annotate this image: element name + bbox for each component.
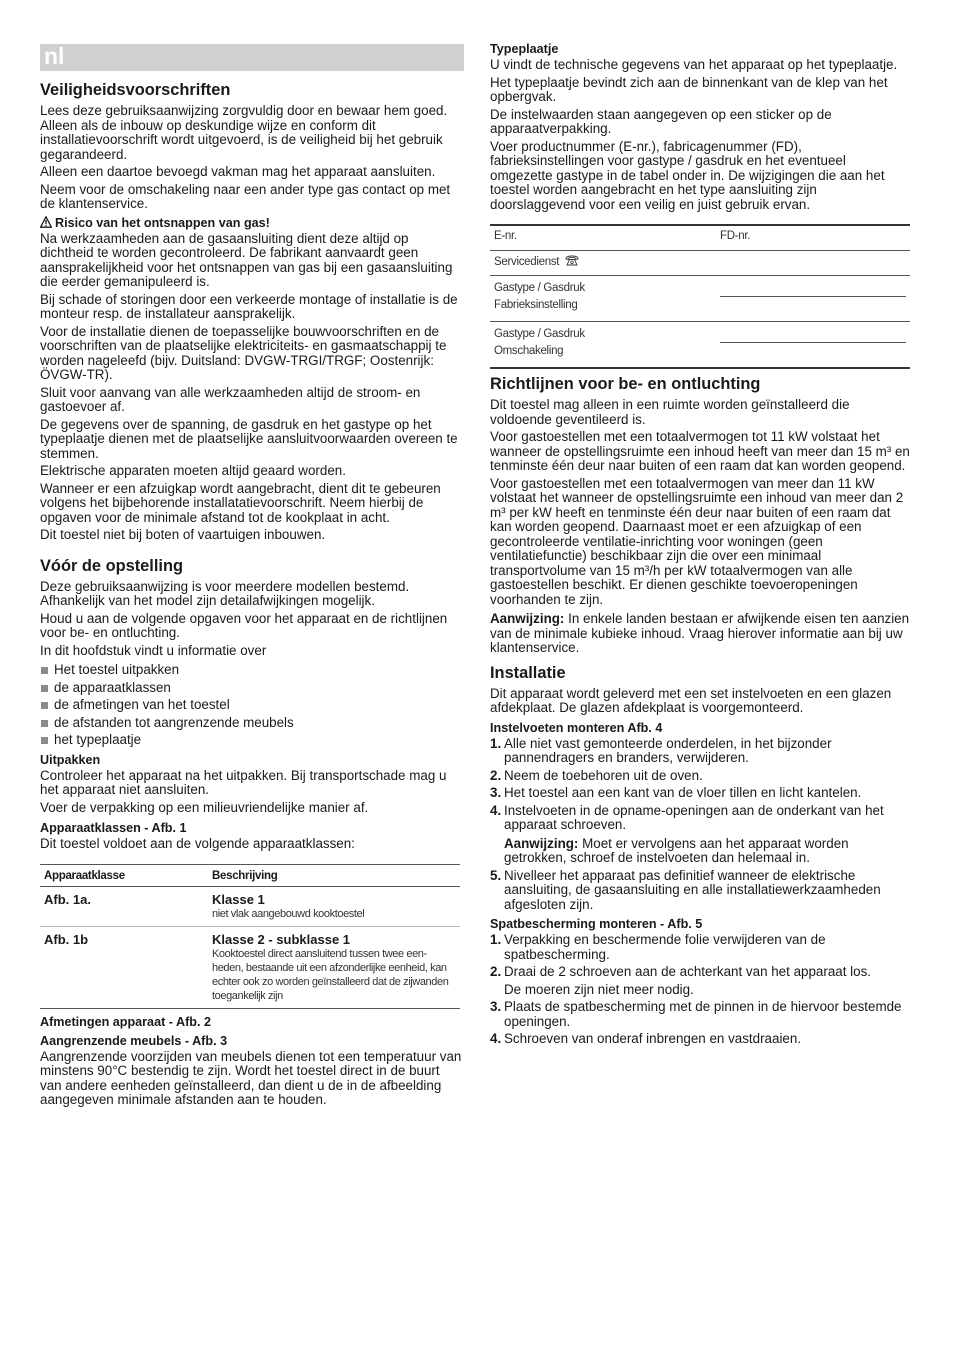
safety-title: Veiligheidsvoorschriften: [40, 81, 231, 99]
ventilation-para: Dit toestel mag alleen in een ruimte worden geïnstalleerd die voldoende geventileerd is.: [490, 397, 850, 427]
conversion-field: [720, 327, 906, 343]
right-column: [490, 42, 910, 1050]
ventilation-para: Voor gastoestellen met een totaalvermogen van meer dan 11 kW volstaat het wanneer de opstellingsruimte een inhoud van meer dan 2 m³ per kW heeft en tenminste één deur naar buiten of een raam dat kan worden geopend. Daarnaast moet er een afzuigkap of een gecontroleerde ventilatie-inrichting voor woningen (geen ventilatiefunctie) beschikbaar zijn die over een minimaal transportvolume van 15 m³/h per kW totaalvermogen van alle gastoestellen beschikt. Er dienen geschikte toevoeropeningen voorhanden te zijn.: [490, 475, 904, 607]
table-row: [40, 926, 460, 1008]
table-row: [490, 251, 910, 276]
before-para: Deze gebruiksaanwijzing is voor meerdere modellen bestemd. Afhankelijk van het model zijn detailafwijkingen mogelijk.: [40, 578, 410, 608]
splash-note: De moeren zijn niet meer nodig.: [504, 981, 694, 997]
enr-label: E-nr.: [490, 225, 716, 251]
warning-para: Wanneer er een afzuigkap wordt aangebracht, dient dit te gebeuren volgens het bijbehorende installatatievoorschrift. Neem hierbij de opgaven voor de minimale afstand tot de kookplaat in acht.: [40, 480, 441, 525]
typeplate-para: Het typeplaatje bevindt zich aan de binnenkant van de klep van het opbergvak.: [490, 74, 888, 104]
table-header: Apparaatklasse: [40, 864, 208, 886]
gas-warning-title: Risico van het ontsnappen van gas!: [55, 215, 270, 230]
unpack-para: Controleer het apparaat na het uitpakken. Bij transportschade mag u het apparaat niet aansluiten.: [40, 767, 447, 797]
typeplate-table: [490, 224, 910, 369]
conversion-line2: Omschakeling: [494, 345, 564, 357]
step-item: 2. Neem de toebehoren uit de oven.: [490, 767, 703, 783]
note-label: Aanwijzing:: [504, 835, 579, 851]
before-para: In dit hoofdstuk vindt u informatie over: [40, 642, 267, 658]
step-item: 4. Instelvoeten in de opname-openingen aan de onderkant van het apparaat schroeven.: [490, 802, 884, 832]
table-row: [490, 225, 910, 251]
note-text: In enkele landen bestaan er afwijkende eisen ten aanzien van de minimale kubieke inhoud. Vraag hierover informatie aan bij uw klantenservice.: [490, 611, 910, 655]
topic-list-item: de afstanden tot aangrenzende meubels: [40, 714, 464, 732]
before-para: Houd u aan de volgende opgaven voor het apparaat en de richtlijnen voor be- en ontluchting.: [40, 610, 448, 640]
warning-para: De gegevens over de spanning, de gasdruk en het gastype op het typeplaatje dienen met de plaatselijke aansluitvoorwaarden overeen te stemmen.: [40, 416, 458, 461]
classes-intro: Dit toestel voldoet aan de volgende apparaatklassen:: [40, 836, 355, 851]
fdnr-label: FD-nr.: [716, 225, 910, 251]
dimensions-title: Afmetingen apparaat - Afb. 2: [40, 1014, 211, 1029]
warning-para: Dit toestel niet bij boten of vaartuigen inbouwen.: [40, 527, 326, 542]
language-code: nl: [44, 43, 65, 69]
topic-list-item: de afmetingen van het toestel: [40, 696, 464, 714]
class-desc: niet vlak aangebouwd kooktoestel: [212, 907, 365, 920]
language-bar: [40, 44, 464, 71]
service-cell: [490, 251, 716, 276]
feet-steps: [490, 737, 910, 833]
note-text: Moet er vervolgens aan het apparaat worden getrokken, schroef de instelvoeten dan helemaal in.: [504, 835, 849, 865]
class-label: Afb. 1b: [40, 926, 208, 1008]
typeplate-para: U vindt de technische gegevens van het apparaat op het typeplaatje.: [490, 57, 898, 72]
safety-para: Alleen een daartoe bevoegd vakman mag het apparaat aansluiten.: [40, 164, 436, 179]
warning-para: Voor de installatie dienen de toepasselijke bouwvoorschriften en de voorschriften van de plaatselijke elektriciteits- en gasmaatschappij te worden nageleefd (bijv. Duitsland: DVGW-TRGI/TRGF; Oostenrijk: ÖVGW-TR).: [40, 323, 447, 382]
before-title: Vóór de opstelling: [40, 556, 183, 575]
splash-title: Spatbescherming monteren - Afb. 5: [490, 917, 703, 931]
warning-para: Bij schade of storingen door een verkeerde montage of installatie is de monteur resp. de installateur aansprakelijk.: [40, 291, 458, 321]
typeplate-para: De instelwaarden staan aangegeven op een sticker op de apparaatverpakking.: [490, 106, 832, 136]
step-item: 1. Alle niet vast gemonteerde onderdelen, in het bijzonder pannendragers en branders, verwijderen.: [490, 735, 832, 765]
typeplate-title: Typeplaatje: [490, 42, 559, 56]
step-item: 4. Schroeven van onderaf inbrengen en vastdraaien.: [490, 1031, 802, 1046]
table-row: [490, 276, 910, 322]
conversion-line1: Gastype / Gasdruk: [494, 328, 585, 340]
installation-intro: Dit apparaat wordt geleverd met een set instelvoeten en een glazen afdekplaat. De glazen afdekplaat is voorgemonteerd.: [490, 685, 892, 715]
typeplate-para: Voer productnummer (E-nr.), fabricagenummer (FD), fabrieksinstellingen voor gastype / gasdruk en het eventueel omgezette gastype in de tabel onder in. De wijzigingen die aan het toestel worden aangebracht en het type aansluiting zijn doorslaggevend voor een veilig en juist gebruik ervan.: [490, 138, 885, 212]
table-row: [490, 322, 910, 369]
factory-setting-line1: Gastype / Gasdruk: [494, 282, 585, 294]
safety-para: Neem voor de omschakeling naar een ander type gas contact op met de klantenservice.: [40, 181, 451, 211]
topic-list: [40, 661, 464, 749]
appliance-class-table: [40, 864, 460, 1009]
installation-title: Installatie: [490, 663, 566, 682]
ventilation-title: Richtlijnen voor be- en ontluchting: [490, 375, 761, 393]
step-item: 3. Plaats de spatbescherming met de pinnen in de hiervoor bestemde openingen.: [490, 999, 902, 1029]
feet-steps-cont: [490, 869, 910, 913]
class-label: Afb. 1a.: [40, 886, 208, 926]
topic-list-item: Het toestel uitpakken: [40, 661, 464, 679]
factory-setting-field: [720, 281, 906, 297]
ventilation-note: [490, 612, 910, 656]
ventilation-para: Voor gastoestellen met een totaalvermogen tot 11 kW volstaat het wanneer de opstellingsruimte een inhoud heeft van meer dan 15 m³ en tenminste één deur naar buiten of een raam dat kan worden geopend.: [490, 429, 910, 473]
note-label: Aanwijzing:: [490, 611, 565, 626]
table-header: Beschrijving: [208, 864, 460, 886]
class-desc: Kooktoestel direct aansluitend tussen twee een-heden, bestaande uit een afzonderlijke eenheid, kan echter ook zo worden geïnstalleerd dat de zijwanden toegankelijk zijn: [212, 947, 449, 1002]
step-item: 3. Het toestel aan een kant van de vloer tillen en licht kantelen.: [490, 785, 862, 800]
splash-steps: [490, 933, 910, 1047]
furniture-para: Aangrenzende voorzijden van meubels dienen tot een temperatuur van minstens 90°C bestendig te zijn. Wordt het toestel direct in de buurt van andere eenheden geïnstalleerd, dan dient u de in de afbeelding aangegeven minimale afstanden aan te houden.: [40, 1048, 462, 1107]
warning-para: Na werkzaamheden aan de gasaansluiting dient deze altijd op dichtheid te worden gecontroleerd. De fabrikant aanvaardt geen aansprakelijkheid voor het ontsnappen van gas bij een gasaansluiting die eerder gemanipuleerd is.: [40, 230, 453, 289]
unpack-title: Uitpakken: [40, 752, 101, 767]
class-title: Klasse 1: [212, 891, 265, 907]
feet-title: Instelvoeten monteren Afb. 4: [490, 720, 663, 735]
warning-para: Sluit voor aanvang van alle werkzaamheden altijd de stroom- en gastoevoer af.: [40, 384, 421, 414]
feet-note: [490, 837, 910, 866]
left-column: [40, 44, 464, 1111]
table-row: [40, 886, 460, 926]
step-item: 5. Nivelleer het apparaat pas definitief wanneer de elektrische aansluiting, de gasaansluiting en alle installatiewerkzaamheden afgesloten zijn.: [490, 867, 881, 912]
telephone-icon: [565, 255, 579, 266]
topic-list-item: het typeplaatje: [40, 731, 464, 749]
class-title: Klasse 2 - subklasse 1: [212, 931, 351, 947]
step-item: 2. Draai de 2 schroeven aan de achterkant van het apparaat los. De moeren zijn niet meer nodig.: [490, 964, 871, 997]
gas-warning-heading: [40, 216, 464, 231]
topic-list-item: de apparaatklassen: [40, 679, 464, 697]
classes-title: Apparaatklassen - Afb. 1: [40, 821, 187, 835]
step-item: 1. Verpakking en beschermende folie verwijderen van de spatbescherming.: [490, 932, 826, 962]
furniture-title: Aangrenzende meubels - Afb. 3: [40, 1033, 228, 1048]
warning-para: Elektrische apparaten moeten altijd geaard worden.: [40, 463, 346, 478]
service-label: Servicedienst: [494, 256, 560, 268]
safety-para: Lees deze gebruiksaanwijzing zorgvuldig door en bewaar hem goed. Alleen als de inbouw op deskundige wijze en conform dit installatievoorschrift wordt uitgevoerd, is de veiligheid bij het gebruik gegarandeerd.: [40, 103, 448, 162]
factory-setting-line2: Fabrieksinstelling: [494, 299, 578, 311]
unpack-para: Voer de verpakking op een milieuvriendelijke manier af.: [40, 799, 369, 815]
warning-triangle-icon: [40, 216, 52, 228]
